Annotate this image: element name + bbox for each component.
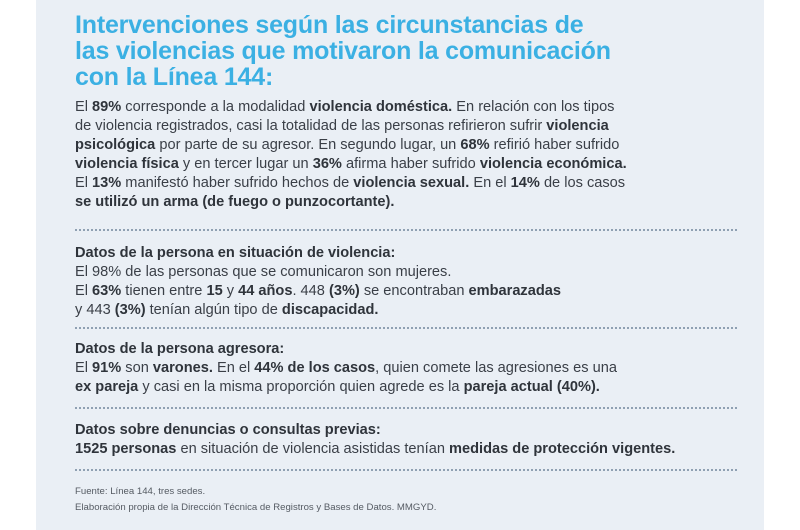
text-line: El 89% corresponde a la modalidad violencia doméstica. En relación con los tipos xyxy=(75,99,615,115)
text-line: El 13% manifestó haber sufrido hechos de violencia sexual. En el 14% de los casos xyxy=(75,175,626,191)
source-note xyxy=(75,484,675,516)
source-text: Fuente: Línea 144, tres sedes. xyxy=(75,486,206,497)
aggressor-section xyxy=(75,340,755,397)
title-line: Intervenciones según las circunstancias de xyxy=(75,11,584,39)
intro-paragraph xyxy=(75,98,755,212)
text-line: ex pareja y casi en la misma proporción quien agrede es la pareja actual (40%). xyxy=(75,379,600,395)
text-line: psicológica por parte de su agresor. En segundo lugar, un 68% refirió haber sufrido xyxy=(75,137,620,153)
complaints-section xyxy=(75,421,755,459)
text-line: y 443 (3%) tenían algún tipo de discapacidad. xyxy=(75,302,379,318)
text-line: El 98% de las personas que se comunicaron son mujeres. xyxy=(75,264,452,280)
page-title xyxy=(75,12,735,90)
section-heading: Datos sobre denuncias o consultas previas: xyxy=(75,422,381,438)
text-line: 1525 personas en situación de violencia asistidas tenían medidas de protección vigentes. xyxy=(75,441,676,457)
title-line: las violencias que motivaron la comunicación xyxy=(75,37,611,65)
text-line: de violencia registrados, casi la totalidad de las personas refirieron sufrir violencia xyxy=(75,118,609,134)
dotted-divider xyxy=(75,229,737,231)
text-line: violencia física y en tercer lugar un 36% afirma haber sufrido violencia económica. xyxy=(75,156,627,172)
section-heading: Datos de la persona en situación de violencia: xyxy=(75,245,396,261)
dotted-divider xyxy=(75,327,737,329)
dotted-divider xyxy=(75,407,737,409)
section-heading: Datos de la persona agresora: xyxy=(75,341,285,357)
text-line: El 63% tienen entre 15 y 44 años. 448 (3%) se encontraban embarazadas xyxy=(75,283,561,299)
title-line: con la Línea 144: xyxy=(75,63,274,91)
text-line: El 91% son varones. En el 44% de los casos, quien comete las agresiones es una xyxy=(75,360,617,376)
victim-section xyxy=(75,244,755,320)
credit-text: Elaboración propia de la Dirección Técnica de Registros y Bases de Datos. MMGYD. xyxy=(75,502,437,513)
dotted-divider xyxy=(75,469,737,471)
text-line: se utilizó un arma (de fuego o punzocortante). xyxy=(75,194,395,210)
